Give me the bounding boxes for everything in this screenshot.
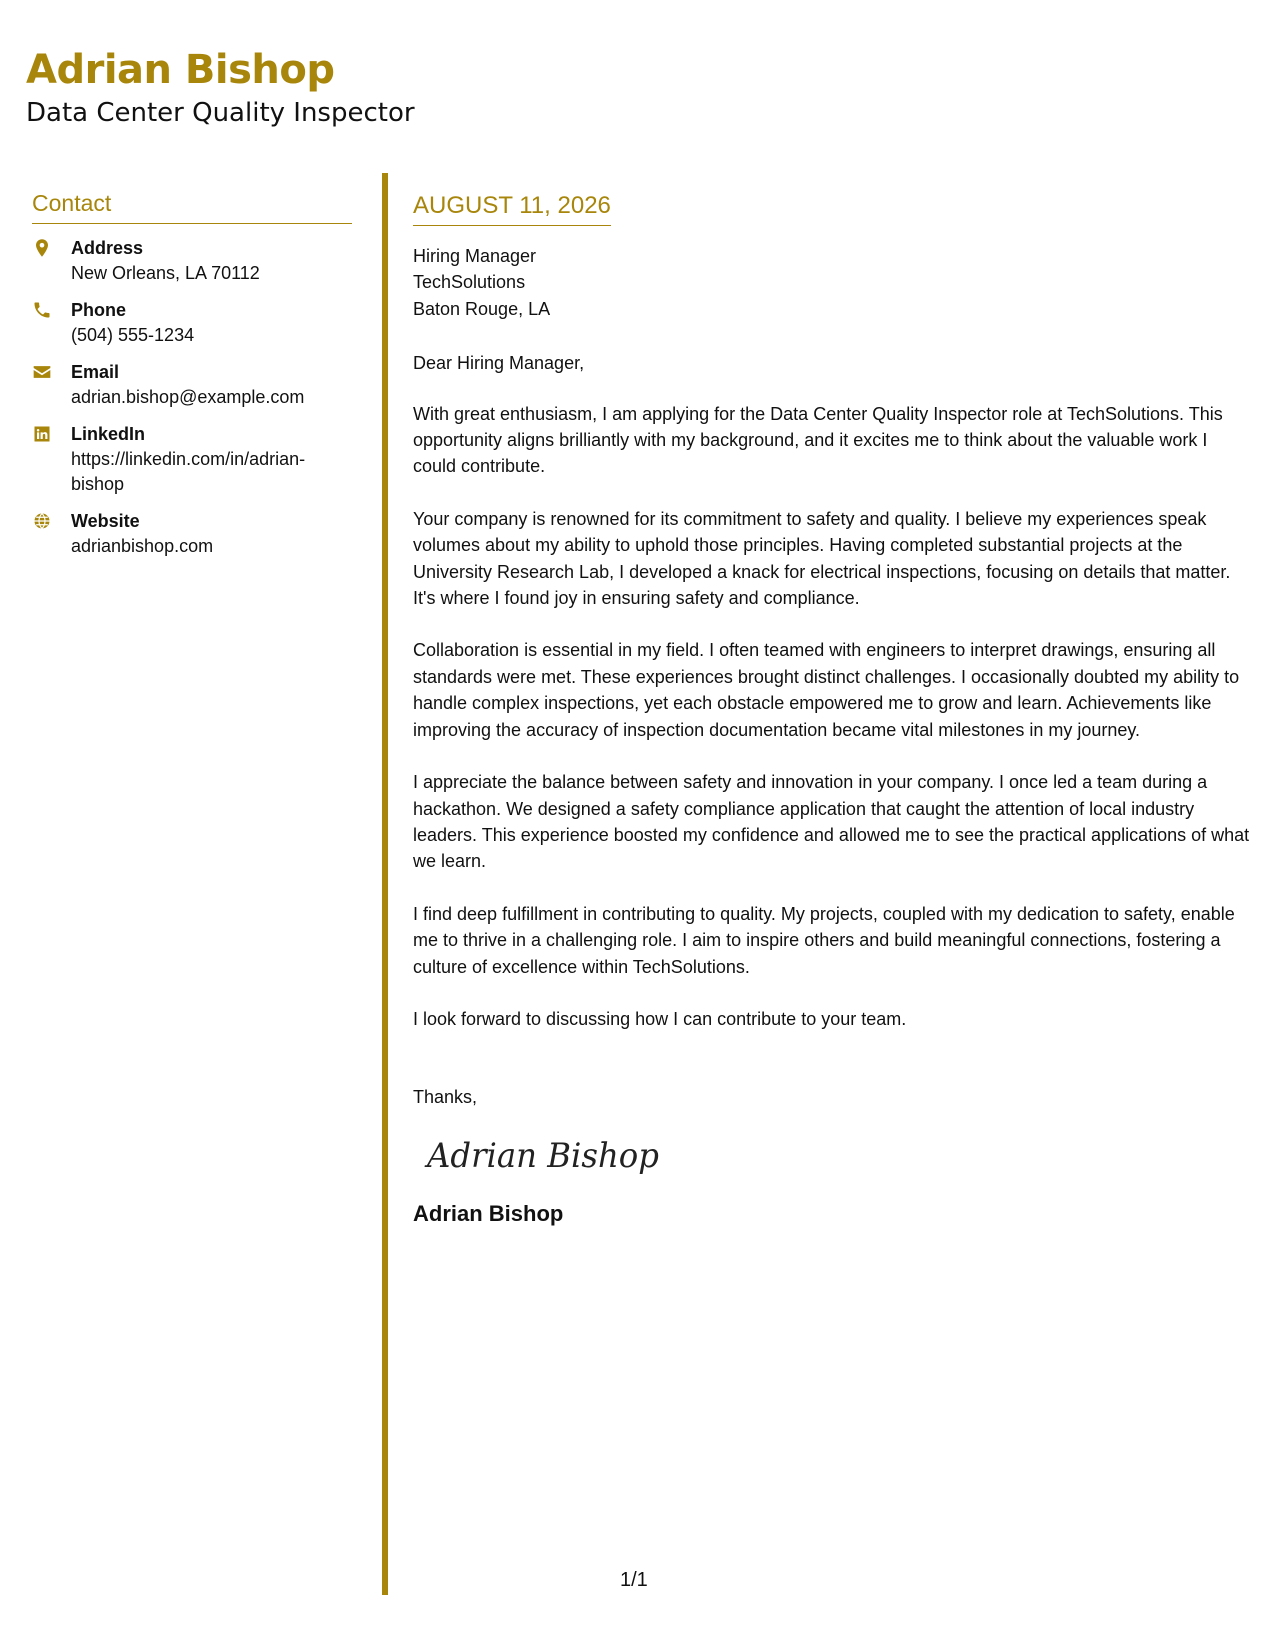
body-paragraph: I find deep fulfillment in contributing to quality. My projects, coupled with my dedication to safety, enable me to thrive in a challenging role. I aim to inspire others and build meaningful connections, fostering a culture of excellence within TechSolutions. bbox=[413, 903, 1235, 977]
letter-date: AUGUST 11, 2026 bbox=[413, 190, 611, 226]
contact-email-label: Email bbox=[71, 362, 120, 382]
recipient-block bbox=[413, 243, 1251, 322]
signature-text: Adrian Bishop bbox=[424, 1135, 659, 1176]
salutation: Dear Hiring Manager, bbox=[413, 353, 585, 374]
contact-linkedin-value[interactable]: https://linkedin.com/in/adrian-bishop bbox=[71, 449, 306, 494]
body-paragraph: I appreciate the balance between safety and innovation in your company. I once led a team during a hackathon. We designed a safety compliance application that caught the attention of local industry leaders. This experience boosted my confidence and allowed me to see the practical applications of what we learn. bbox=[413, 772, 1250, 872]
contact-linkedin bbox=[32, 422, 352, 497]
page-number: 1/1 bbox=[620, 1569, 648, 1591]
phone-icon bbox=[32, 300, 52, 320]
body-paragraph: With great enthusiasm, I am applying for the Data Center Quality Inspector role at TechSolutions. This opportunity aligns brilliantly with my background, and it excites me to think about the valuable work I could contribute. bbox=[413, 403, 1223, 477]
contact-sidebar bbox=[32, 188, 352, 571]
applicant-name: Adrian Bishop bbox=[26, 47, 335, 93]
contact-phone bbox=[32, 298, 352, 348]
linkedin-icon bbox=[32, 424, 52, 444]
letter-body bbox=[413, 190, 1251, 1229]
body-paragraph: Collaboration is essential in my field. I often teamed with engineers to interpret drawings, ensuring all standards were met. These experiences brought distinct challenges. I occasionally doubted my ability to handle complex inspections, yet each obstacle empowered me to grow and learn. Achievements like improving the accuracy of inspection documentation became vital milestones in my journey. bbox=[413, 640, 1240, 740]
globe-icon bbox=[32, 511, 52, 531]
job-title: Data Center Quality Inspector bbox=[26, 98, 415, 128]
recipient-line: TechSolutions bbox=[413, 272, 526, 293]
contact-phone-label: Phone bbox=[71, 300, 127, 320]
contact-address-value: New Orleans, LA 70112 bbox=[71, 263, 260, 283]
body-paragraph: Your company is renowned for its commitment to safety and quality. I believe my experiences speak volumes about my ability to uphold those principles. Having completed substantial projects at the University Research Lab, I developed a knack for electrical inspections, focusing on details that matter. It's where I found joy in ensuring safety and compliance. bbox=[413, 508, 1231, 609]
closing: Thanks, bbox=[413, 1087, 478, 1108]
contact-phone-value: (504) 555-1234 bbox=[71, 325, 195, 345]
contact-website-value[interactable]: adrianbishop.com bbox=[71, 536, 214, 556]
envelope-icon bbox=[32, 362, 52, 382]
contact-website bbox=[32, 509, 352, 559]
recipient-line: Hiring Manager bbox=[413, 246, 537, 266]
handwritten-signature bbox=[423, 1123, 673, 1187]
contact-website-label: Website bbox=[71, 511, 140, 531]
body-paragraph: I look forward to discussing how I can contribute to your team. bbox=[413, 1008, 907, 1029]
contact-address-label: Address bbox=[71, 238, 144, 258]
vertical-divider bbox=[382, 173, 388, 1595]
contact-email-value[interactable]: adrian.bishop@example.com bbox=[71, 387, 305, 407]
contact-address bbox=[32, 236, 352, 286]
contact-linkedin-label: LinkedIn bbox=[71, 424, 146, 444]
contact-email bbox=[32, 360, 352, 410]
map-pin-icon bbox=[32, 238, 52, 258]
signer-name: Adrian Bishop bbox=[413, 1200, 564, 1226]
recipient-line: Baton Rouge, LA bbox=[413, 298, 551, 319]
contact-heading: Contact bbox=[32, 188, 352, 224]
